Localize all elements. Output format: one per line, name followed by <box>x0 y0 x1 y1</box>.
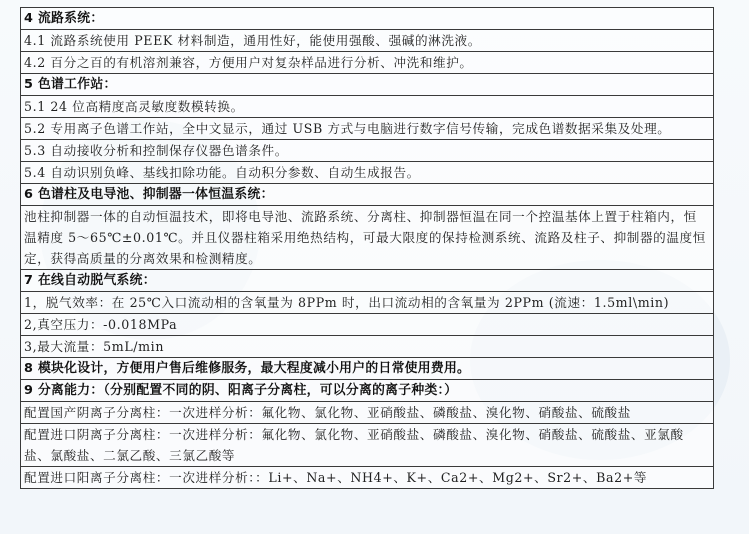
section-heading: 8 模块化设计，方便用户售后维修服务，最大程度减小用户的日常使用费用。 <box>21 358 714 380</box>
section-heading: 6 色谱柱及电导池、抑制器一体恒温系统： <box>21 184 714 206</box>
table-row <box>21 74 714 96</box>
section-heading: 5 色谱工作站： <box>21 74 714 96</box>
spec-line: 2,真空压力：-0.018MPa <box>21 314 714 336</box>
table-row <box>21 8 714 30</box>
spec-line: 5.4 自动识别负峰、基线扣除功能。自动积分参数、自动生成报告。 <box>21 162 714 184</box>
table-row <box>21 206 714 270</box>
spec-line: 池柱抑制器一体的自动恒温技术，即将电导池、流路系统、分离柱、抑制器恒温在同一个控温基体上置于柱箱内，恒温精度 5～65℃±0.01℃。并且仪器柱箱采用绝热结构，可最大限度的保持检测系统、流路及柱子、抑制器的温度恒定，获得高质量的分离效果和检测精度。 <box>21 206 714 270</box>
table-row <box>21 358 714 380</box>
table-row <box>21 402 714 424</box>
table-row <box>21 30 714 52</box>
table-row <box>21 96 714 118</box>
spec-line: 配置进口阴离子分离柱：一次进样分析：氟化物、氯化物、亚硝酸盐、磷酸盐、溴化物、硝酸盐、硫酸盐、亚氯酸盐、氯酸盐、二氯乙酸、三氯乙酸等 <box>21 424 714 467</box>
spec-table <box>20 7 714 489</box>
table-row <box>21 184 714 206</box>
table-row <box>21 314 714 336</box>
spec-line: 配置进口阳离子分离柱：一次进样分析：：Li+、Na+、NH4+、K+、Ca2+、Mg2+、Sr2+、Ba2+等 <box>21 467 714 489</box>
spec-line: 1，脱气效率：在 25℃入口流动相的含氧量为 8PPm 时，出口流动相的含氧量为 2PPm (流速：1.5ml\min) <box>21 292 714 314</box>
table-row <box>21 467 714 489</box>
spec-line: 配置国产阴离子分离柱：一次进样分析：氟化物、氯化物、亚硝酸盐、磷酸盐、溴化物、硝酸盐、硫酸盐 <box>21 402 714 424</box>
table-row <box>21 118 714 140</box>
spec-line: 3,最大流量：5mL/min <box>21 336 714 358</box>
spec-line: 4.2 百分之百的有机溶剂兼容，方便用户对复杂样品进行分析、冲洗和维护。 <box>21 52 714 74</box>
spec-line: 5.2 专用离子色谱工作站，全中文显示，通过 USB 方式与电脑进行数字信号传输，完成色谱数据采集及处理。 <box>21 118 714 140</box>
table-row <box>21 270 714 292</box>
table-row <box>21 162 714 184</box>
table-row <box>21 52 714 74</box>
table-row <box>21 140 714 162</box>
section-heading: 9 分离能力：（分别配置不同的阴、阳离子分离柱，可以分离的离子种类：） <box>21 380 714 402</box>
table-row <box>21 336 714 358</box>
section-heading: 7 在线自动脱气系统： <box>21 270 714 292</box>
table-row <box>21 292 714 314</box>
spec-line: 4.1 流路系统使用 PEEK 材料制造，通用性好，能使用强酸、强碱的淋洗液。 <box>21 30 714 52</box>
spec-line: 5.3 自动接收分析和控制保存仪器色谱条件。 <box>21 140 714 162</box>
spec-line: 5.1 24 位高精度高灵敏度数模转换。 <box>21 96 714 118</box>
table-row <box>21 424 714 467</box>
section-heading: 4 流路系统： <box>21 8 714 30</box>
table-row <box>21 380 714 402</box>
